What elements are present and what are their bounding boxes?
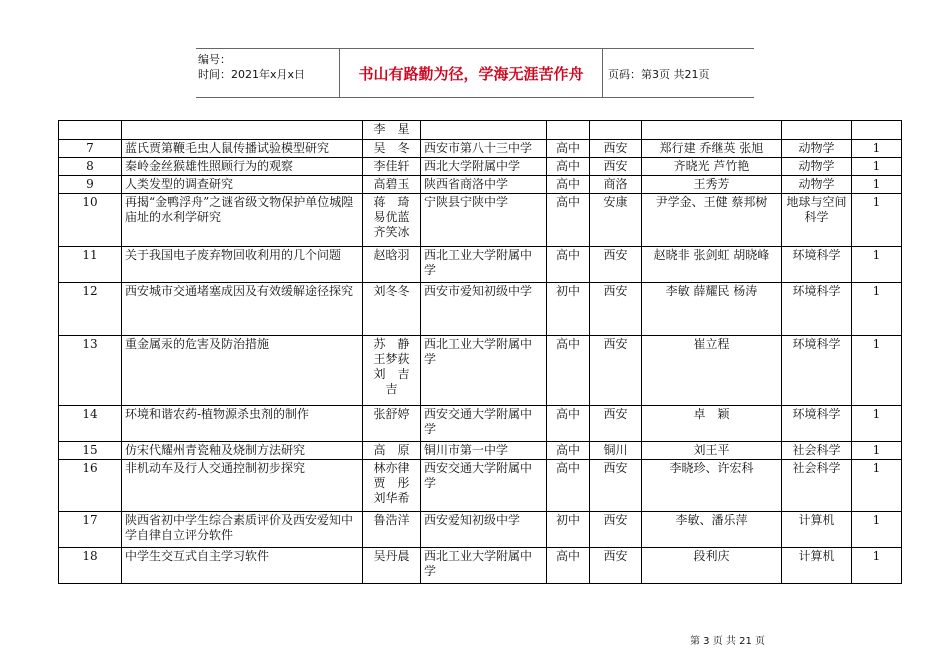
row-number: 7 <box>59 140 122 158</box>
author-name: 齐笑冰 <box>373 225 410 239</box>
row-number: 16 <box>59 460 122 512</box>
count-cell: 1 <box>852 406 902 442</box>
table-row <box>59 283 902 336</box>
author-name: 张舒婷 <box>373 407 410 421</box>
subject-cell: 社会科学 <box>782 460 852 512</box>
author-name: 林亦律 <box>373 461 410 475</box>
city-cell: 西安 <box>590 460 642 512</box>
author-cell <box>363 336 421 406</box>
count-cell: 1 <box>852 283 902 336</box>
row-number: 12 <box>59 283 122 336</box>
author-cell <box>363 140 421 158</box>
page-footer: 第 3 页 共 21 页 <box>690 636 765 647</box>
city-cell: 西安 <box>590 158 642 176</box>
city-cell: 安康 <box>590 194 642 247</box>
level-cell: 高中 <box>547 176 590 194</box>
row-number: 11 <box>59 247 122 283</box>
subject-cell: 计算机 <box>782 548 852 584</box>
count-cell: 1 <box>852 442 902 460</box>
author-name: 赵晗羽 <box>373 248 410 262</box>
project-title: 非机动车及行人交通控制初步探究 <box>122 460 363 512</box>
table-body <box>59 121 902 584</box>
subject-cell: 环境科学 <box>782 336 852 406</box>
author-name: 吴 冬 <box>373 141 410 155</box>
school-cell: 铜川市第一中学 <box>421 442 547 460</box>
award-table <box>58 120 902 584</box>
page-label: 页码：第3页 共21页 <box>608 68 710 81</box>
city-cell: 西安 <box>590 247 642 283</box>
project-title: 人类发型的调查研究 <box>122 176 363 194</box>
city-cell: 西安 <box>590 512 642 548</box>
author-cell <box>363 406 421 442</box>
table-row <box>59 460 902 512</box>
table-row <box>59 121 902 140</box>
time-label: 时间：2021年x月x日 <box>198 68 306 81</box>
city-cell: 西安 <box>590 336 642 406</box>
motto: 书山有路勤为径，学海无涯苦作舟 <box>339 49 603 97</box>
subject-cell: 环境科学 <box>782 406 852 442</box>
school-cell: 宁陕县宁陕中学 <box>421 194 547 247</box>
author-cell: 李 星 <box>363 121 421 140</box>
author-name: 高碧玉 <box>373 177 410 191</box>
city-cell: 西安 <box>590 140 642 158</box>
school-cell: 西北大学附属中学 <box>421 158 547 176</box>
city-cell: 铜川 <box>590 442 642 460</box>
advisor-cell: 卓 颖 <box>642 406 782 442</box>
project-title: 再揭“金鸭浮舟”之谜省级文物保护单位城隍庙址的水利学研究 <box>122 194 363 247</box>
count-cell: 1 <box>852 176 902 194</box>
author-name: 鲁浩洋 <box>373 513 410 527</box>
advisor-cell: 李敏 薛耀民 杨涛 <box>642 283 782 336</box>
level-cell: 初中 <box>547 283 590 336</box>
row-number: 13 <box>59 336 122 406</box>
table-row <box>59 442 902 460</box>
author-cell <box>363 176 421 194</box>
advisor-cell: 刘王平 <box>642 442 782 460</box>
row-number: 14 <box>59 406 122 442</box>
school-cell: 西安市爱知初级中学 <box>421 283 547 336</box>
table-row <box>59 548 902 584</box>
author-name: 易优蓝 <box>373 210 410 224</box>
advisor-cell: 李敏、潘乐萍 <box>642 512 782 548</box>
row-number: 9 <box>59 176 122 194</box>
school-cell: 西北工业大学附属中学 <box>421 548 547 584</box>
subject-cell: 动物学 <box>782 176 852 194</box>
level-cell: 高中 <box>547 140 590 158</box>
author-name: 刘 吉 <box>373 367 410 381</box>
page-header <box>196 48 754 98</box>
city-cell: 西安 <box>590 406 642 442</box>
row-number: 8 <box>59 158 122 176</box>
level-cell: 高中 <box>547 442 590 460</box>
city-cell: 西安 <box>590 283 642 336</box>
project-title: 环境和谐农药-植物源杀虫剂的制作 <box>122 406 363 442</box>
author-name: 王梦荻 <box>373 352 410 366</box>
author-cell <box>363 247 421 283</box>
level-cell: 高中 <box>547 460 590 512</box>
table-row <box>59 247 902 283</box>
school-cell: 西安交通大学附属中学 <box>421 406 547 442</box>
author-cell <box>363 460 421 512</box>
project-title: 秦岭金丝猴雄性照顾行为的观察 <box>122 158 363 176</box>
table-row <box>59 512 902 548</box>
number-label: 编号： <box>198 53 231 66</box>
level-cell: 高中 <box>547 194 590 247</box>
advisor-cell: 齐晓光 芦竹艳 <box>642 158 782 176</box>
author-name: 吉 <box>385 382 398 396</box>
count-cell: 1 <box>852 194 902 247</box>
subject-cell: 动物学 <box>782 158 852 176</box>
table-row <box>59 140 902 158</box>
advisor-cell: 赵晓非 张剑虹 胡晓峰 <box>642 247 782 283</box>
advisor-cell: 李晓珍、许宏科 <box>642 460 782 512</box>
author-cell <box>363 512 421 548</box>
author-name: 蒋 琦 <box>373 195 410 209</box>
subject-cell: 动物学 <box>782 140 852 158</box>
count-cell: 1 <box>852 140 902 158</box>
row-number: 15 <box>59 442 122 460</box>
subject-cell: 计算机 <box>782 512 852 548</box>
subject-cell: 地球与空间科学 <box>782 194 852 247</box>
count-cell: 1 <box>852 247 902 283</box>
school-cell: 西安市第八十三中学 <box>421 140 547 158</box>
school-cell: 西北工业大学附属中学 <box>421 247 547 283</box>
table-row <box>59 158 902 176</box>
author-name: 苏 静 <box>373 337 410 351</box>
table-row <box>59 336 902 406</box>
author-cell <box>363 283 421 336</box>
project-title: 蓝氏贾第鞭毛虫人鼠传播试验模型研究 <box>122 140 363 158</box>
subject-cell: 环境科学 <box>782 247 852 283</box>
project-title: 西安城市交通堵塞成因及有效缓解途径探究 <box>122 283 363 336</box>
advisor-cell: 王秀芳 <box>642 176 782 194</box>
advisor-cell: 尹学金、王健 蔡邦树 <box>642 194 782 247</box>
row-number: 18 <box>59 548 122 584</box>
level-cell: 初中 <box>547 512 590 548</box>
table-row <box>59 194 902 247</box>
row-number: 17 <box>59 512 122 548</box>
author-name: 吴丹晨 <box>373 549 410 563</box>
author-name: 李佳轩 <box>373 159 410 173</box>
subject-cell: 社会科学 <box>782 442 852 460</box>
level-cell: 高中 <box>547 336 590 406</box>
author-cell <box>363 442 421 460</box>
author-name: 刘华希 <box>373 491 410 505</box>
author-name: 刘冬冬 <box>373 284 410 298</box>
city-cell: 西安 <box>590 548 642 584</box>
table-row <box>59 406 902 442</box>
advisor-cell: 郑行建 乔继英 张旭 <box>642 140 782 158</box>
author-name: 高 原 <box>373 443 410 457</box>
project-title: 中学生交互式自主学习软件 <box>122 548 363 584</box>
city-cell: 商洛 <box>590 176 642 194</box>
author-cell <box>363 158 421 176</box>
school-cell: 陕西省商洛中学 <box>421 176 547 194</box>
level-cell: 高中 <box>547 247 590 283</box>
level-cell: 高中 <box>547 548 590 584</box>
row-number: 10 <box>59 194 122 247</box>
count-cell: 1 <box>852 460 902 512</box>
school-cell: 西安爱知初级中学 <box>421 512 547 548</box>
author-name: 贾 彤 <box>373 476 410 490</box>
table-row <box>59 176 902 194</box>
project-title: 陕西省初中学生综合素质评价及西安爱知中学自律自立评分软件 <box>122 512 363 548</box>
school-cell: 西北工业大学附属中学 <box>421 336 547 406</box>
count-cell: 1 <box>852 336 902 406</box>
level-cell: 高中 <box>547 406 590 442</box>
project-title: 重金属汞的危害及防治措施 <box>122 336 363 406</box>
project-title: 仿宋代耀州青瓷釉及烧制方法研究 <box>122 442 363 460</box>
advisor-cell: 段利庆 <box>642 548 782 584</box>
author-cell <box>363 548 421 584</box>
count-cell: 1 <box>852 512 902 548</box>
project-title: 关于我国电子废弃物回收利用的几个问题 <box>122 247 363 283</box>
level-cell: 高中 <box>547 158 590 176</box>
header-meta <box>198 52 305 82</box>
author-cell <box>363 194 421 247</box>
count-cell: 1 <box>852 158 902 176</box>
subject-cell: 环境科学 <box>782 283 852 336</box>
count-cell: 1 <box>852 548 902 584</box>
school-cell: 西安交通大学附属中学 <box>421 460 547 512</box>
advisor-cell: 崔立程 <box>642 336 782 406</box>
